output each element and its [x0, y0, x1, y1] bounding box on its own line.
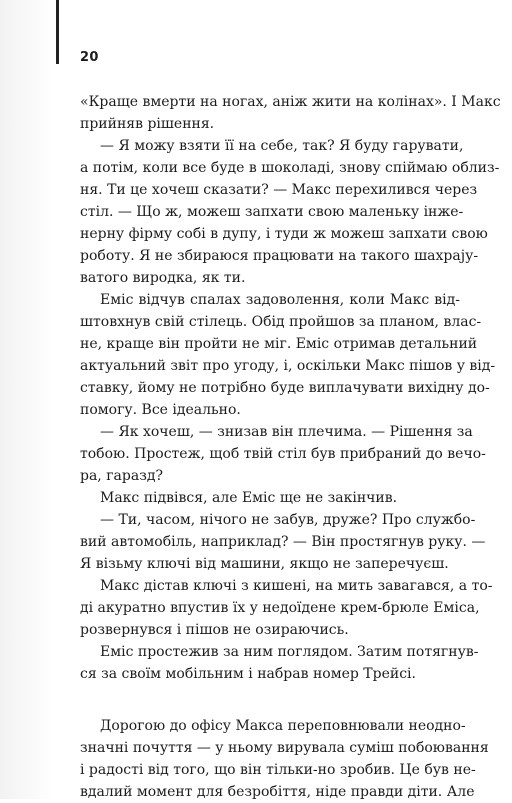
text-line: — Я можу взяти її на себе, так? Я буду гарувати,: [100, 138, 464, 154]
text-line: розвернувся і пішов не озираючись.: [80, 622, 349, 638]
text-line: — Як хочеш, — знизав він плечима. — Рішення за: [100, 424, 473, 440]
text-line: прийняв рішення.: [80, 116, 215, 132]
text-section-1: [80, 91, 501, 685]
text-line: вий автомобіль, наприклад? — Він простягнув руку. —: [80, 534, 486, 550]
binding-shadow: [0, 0, 55, 799]
page-number: 20: [80, 50, 99, 65]
text-line: Дорогою до офісу Макса переповнювали неодно-: [100, 718, 466, 734]
body-text: [80, 91, 501, 803]
text-line: і радості від того, що він тільки-но зробив. Це був не-: [80, 762, 476, 778]
text-line: Еміс простежив за ним поглядом. Затим потягнув-: [100, 644, 479, 660]
margin-bar: [56, 0, 59, 64]
text-line: ватого виродка, як ти.: [80, 270, 246, 286]
text-line: вдалий момент для безробіття, ніде правди діти. Але: [80, 784, 475, 800]
text-line: значні почуття — у ньому вирувала суміш побоювання: [80, 740, 489, 756]
text-line: ставку, йому не потрібно буде виплачувати вихідну до-: [80, 380, 490, 396]
text-line: тобою. Простеж, щоб твій стіл був прибраний до вечо-: [80, 446, 486, 462]
text-line: Я візьму ключі від машини, якщо не заперечуєш.: [80, 556, 449, 572]
text-line: помогу. Все ідеально.: [80, 402, 241, 418]
text-line: «Краще вмерти на ногах, аніж жити на колінах». І Макс: [80, 94, 501, 110]
text-section-2: [80, 715, 489, 803]
text-line: ня. Ти це хочеш сказати? — Макс перехилився через: [80, 182, 478, 198]
text-line: а потім, коли все буде в шоколаді, знову спіймаю облиз-: [80, 160, 500, 176]
text-line: Макс дістав ключі з кишені, на мить завагався, а то-: [100, 578, 493, 594]
text-line: ра, гаразд?: [80, 468, 163, 484]
text-line: штовхнув свій стілець. Обід пройшов за планом, влас-: [80, 314, 482, 330]
section-break: [80, 685, 460, 715]
text-line: нерну фірму собі в дупу, і туди ж можеш запхати свою: [80, 226, 488, 242]
text-line: не, краще він пройти не міг. Еміс отримав детальний: [80, 336, 478, 352]
text-line: роботу. Я не збираюся працювати на такого шахрају-: [80, 248, 479, 264]
text-line: стіл. — Що ж, можеш запхати свою маленьку інже-: [80, 204, 464, 220]
text-line: Макс підвівся, але Еміс ще не закінчив.: [100, 490, 398, 506]
text-line: — Ти, часом, нічого не забув, друже? Про службо-: [100, 512, 476, 528]
text-line: актуальний звіт про угоду, і, оскільки Макс пішов у від-: [80, 358, 496, 374]
text-line: Еміс відчув спалах задоволення, коли Макс від-: [100, 292, 460, 308]
text-line: ді акуратно впустив їх у недоїдене крем-брюле Еміса,: [80, 600, 480, 616]
text-line: ся за своїм мобільним і набрав номер Трейсі.: [80, 666, 416, 682]
